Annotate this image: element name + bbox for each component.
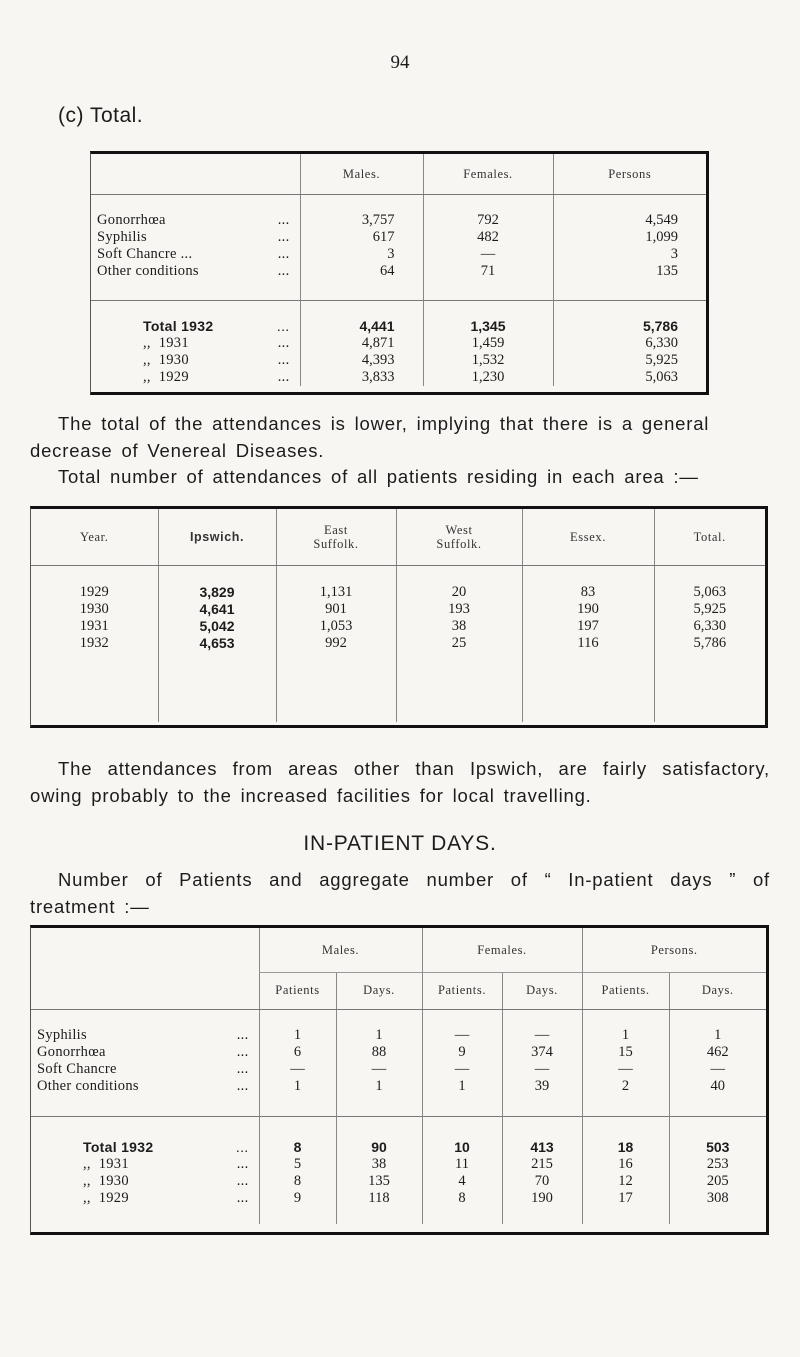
t3-col-persons-patients: Patients. xyxy=(582,973,669,1010)
table-row: ,, 1930 ... 8 135 4 70 12 205 xyxy=(31,1173,766,1190)
table-row: Syphilis ... 1 1 — — 1 1 xyxy=(31,1027,766,1044)
t2-col-east-suffolk: East Suffolk. xyxy=(276,509,396,566)
t3-group-persons: Persons. xyxy=(582,928,766,973)
row-label: ,, 1931 xyxy=(83,1155,129,1172)
row-label: ,, 1930 xyxy=(143,351,189,368)
table-row: 1929 3,829 1,131 20 83 5,063 xyxy=(31,584,765,601)
table-row: ,, 1931 ... 5 38 11 215 16 253 xyxy=(31,1156,766,1173)
table-row: 1931 5,042 1,053 38 197 6,330 xyxy=(31,618,765,635)
row-label: Total 1932 xyxy=(143,317,214,334)
row-label: Soft Chancre xyxy=(37,1060,117,1077)
area-table xyxy=(30,506,768,728)
paragraph-area-intro: Total number of attendances of all patients residing in each area :— xyxy=(58,466,699,487)
t2-col-essex: Essex. xyxy=(522,509,654,566)
table-row: Soft Chancre ... — — — — — — xyxy=(31,1061,766,1078)
table-row: ,, 1931 ... 4,871 1,459 6,330 xyxy=(91,335,706,352)
table-row: Other conditions ... 1 1 1 39 2 40 xyxy=(31,1078,766,1095)
paragraph-other-areas: The attendances from areas other than Ipswich, are fairly satisfactory, owing probably to the increased facilities for local travelling. xyxy=(30,758,770,806)
t3-group-females: Females. xyxy=(422,928,582,973)
t1-col-blank xyxy=(91,154,300,195)
row-label: Gonorrhœa xyxy=(97,212,166,228)
t3-group-males: Males. xyxy=(259,928,422,973)
row-label: Syphilis xyxy=(37,1026,87,1043)
row-label: Other conditions xyxy=(37,1077,139,1094)
t1-col-females: Females. xyxy=(423,154,553,195)
table-row: ,, 1929 ... 3,833 1,230 5,063 xyxy=(91,369,706,386)
row-label: Syphilis xyxy=(97,229,147,245)
row-label: Gonorrhœa xyxy=(37,1043,106,1060)
section-label: (c) Total. xyxy=(58,104,144,127)
paragraph-inpatient-intro: Number of Patients and aggregate number of “ In-patient days ” of treatment :— xyxy=(30,869,770,917)
row-label: Other conditions xyxy=(97,263,199,279)
t3-col-male-days: Days. xyxy=(336,973,422,1010)
row-label: ,, 1930 xyxy=(83,1172,129,1189)
table-row: Soft Chancre ... ... 3 — 3 xyxy=(91,246,706,263)
inpatient-heading: IN-PATIENT DAYS. xyxy=(303,832,497,855)
row-label: Soft Chancre ... xyxy=(97,246,193,262)
table-row: Total 1932 ... 4,441 1,345 5,786 xyxy=(91,318,706,335)
t2-col-year: Year. xyxy=(31,509,158,566)
t1-col-males: Males. xyxy=(300,154,423,195)
inpatient-table xyxy=(30,925,769,1235)
table-row: ,, 1930 ... 4,393 1,532 5,925 xyxy=(91,352,706,369)
t3-col-persons-days: Days. xyxy=(669,973,766,1010)
table-row: 1932 4,653 992 25 116 5,786 xyxy=(31,635,765,652)
t3-col-female-days: Days. xyxy=(502,973,582,1010)
table-row: Gonorrhœa ... 6 88 9 374 15 462 xyxy=(31,1044,766,1061)
t3-col-male-patients: Patients xyxy=(259,973,336,1010)
row-label: ,, 1929 xyxy=(83,1189,129,1206)
page-number: 94 xyxy=(390,52,410,73)
table-row: Syphilis ... 617 482 1,099 xyxy=(91,229,706,246)
t1-col-persons: Persons xyxy=(553,154,706,195)
table-row: Total 1932 ... 8 90 10 413 18 503 xyxy=(31,1139,766,1156)
total-table xyxy=(90,151,709,395)
t2-col-total: Total. xyxy=(654,509,765,566)
t3-col-female-patients: Patients. xyxy=(422,973,502,1010)
table-row: ,, 1929 ... 9 118 8 190 17 308 xyxy=(31,1190,766,1207)
row-label: ,, 1931 xyxy=(143,334,189,351)
table-row: Other conditions ... 64 71 135 xyxy=(91,263,706,280)
paragraph-decrease: The total of the attendances is lower, implying that there is a general decrease of Venereal Diseases. xyxy=(30,413,710,461)
row-label: Total 1932 xyxy=(83,1138,154,1155)
row-label: ,, 1929 xyxy=(143,368,189,385)
table-row: Gonorrhœa ... 3,757 792 4,549 xyxy=(91,212,706,229)
t2-col-west-suffolk: West Suffolk. xyxy=(396,509,522,566)
t2-col-ipswich: Ipswich. xyxy=(158,509,276,566)
table-row: 1930 4,641 901 193 190 5,925 xyxy=(31,601,765,618)
